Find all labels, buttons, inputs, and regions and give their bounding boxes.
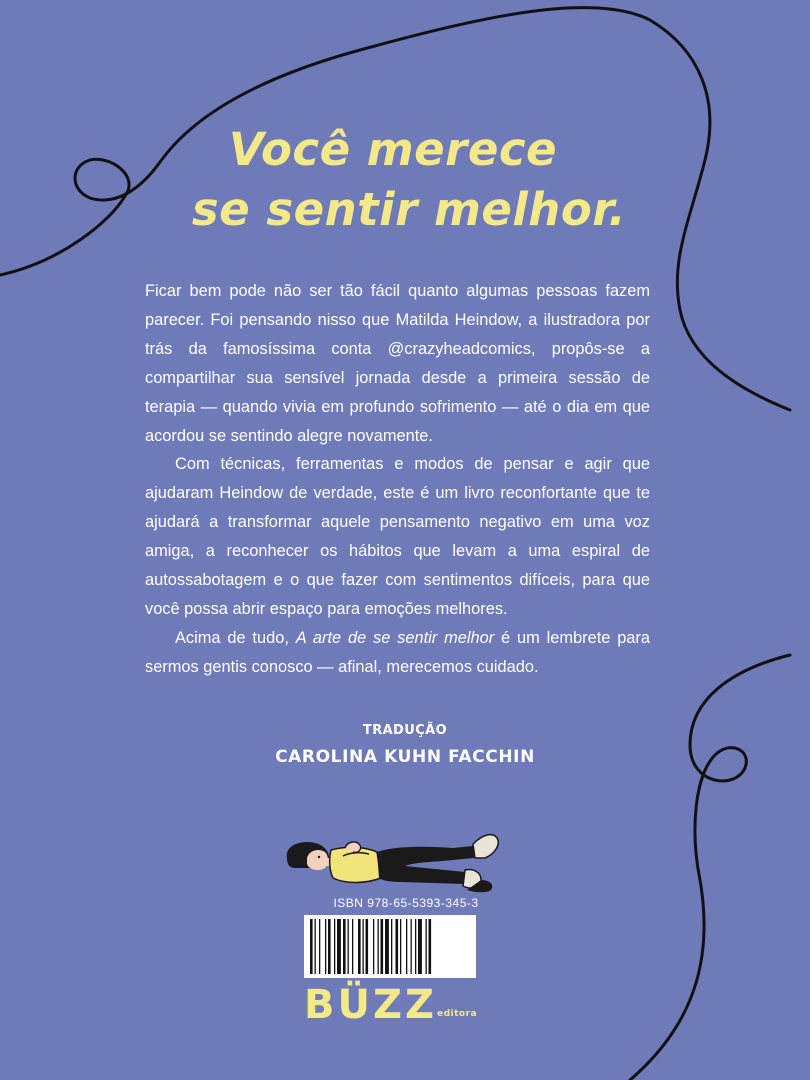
barcode-bar xyxy=(328,919,331,974)
headline-line-2: se sentir melhor. xyxy=(191,183,627,236)
translation-label: TRADUÇÃO xyxy=(362,723,448,738)
barcode-bar xyxy=(366,919,369,974)
barcode-bar xyxy=(334,919,335,974)
paragraph-3-rest: é um lembrete para sermos gentis conosco — afinal, merecemos cuidado. xyxy=(145,628,650,676)
barcode-bar xyxy=(381,919,384,974)
barcode-bar xyxy=(396,919,399,974)
bottom-swirl-curve xyxy=(630,655,790,1080)
barcode-bar xyxy=(406,919,407,974)
book-title-italic: A arte de se sentir melhor xyxy=(295,628,495,647)
barcode-bar xyxy=(400,919,401,974)
barcode-bar xyxy=(352,919,353,974)
publisher-logo xyxy=(304,982,504,1028)
barcode-bar xyxy=(415,919,416,974)
barcode-bar xyxy=(363,919,364,974)
barcode-bar xyxy=(426,919,427,974)
barcode-bar xyxy=(373,919,374,974)
barcode-bar xyxy=(429,919,432,974)
barcode-bar xyxy=(391,919,392,974)
barcode-bar xyxy=(358,919,361,974)
barcode-bar xyxy=(385,919,389,974)
barcode-bar xyxy=(315,919,316,974)
publisher-subtitle: editora xyxy=(437,1009,478,1019)
isbn-number: ISBN 978-65-5393-345-3 xyxy=(333,896,479,910)
translator-name: CAROLINA KUHN FACCHIN xyxy=(275,747,535,767)
barcode-bar xyxy=(343,919,346,974)
synopsis-paragraph-1: Ficar bem pode não ser tão fácil quanto algumas pessoas fazem parecer. Foi pensando nisso que Matilda Heindow, a ilustradora por trás da famosíssima conta @crazyheadcomics, propôs-se a compartilhar sua sensível jornada desde a primeira sessão de terapia — quando vivia em profundo sofrimento — até o dia em que acordou se sentindo alegre novamente. xyxy=(145,282,650,445)
isbn-barcode xyxy=(304,915,476,978)
barcode-bar xyxy=(319,919,320,974)
barcode-bar xyxy=(411,919,412,974)
synopsis-paragraph-2: Com técnicas, ferramentas e modos de pensar e agir que ajudaram Heindow de verdade, este é um livro reconfortante que te ajudará a transformar aquele pensamento negativo em uma voz amiga, a reconhecer os hábitos que levam a uma espiral de autossabotagem e o que fazer com sentimentos difíceis, para que você possa abrir espaço para emoções melhores. xyxy=(145,455,650,618)
lying-woman-illustration xyxy=(285,828,505,894)
barcode-bar xyxy=(310,919,313,974)
headline-line-1: Você merece xyxy=(228,123,558,176)
headline xyxy=(0,120,810,240)
barcode-bar xyxy=(378,919,379,974)
synopsis-text xyxy=(145,277,650,682)
barcode-bar xyxy=(348,919,349,974)
barcode-bar xyxy=(325,919,326,974)
publisher-name: BÜZZ xyxy=(304,982,437,1028)
synopsis-paragraph-3 xyxy=(145,624,650,682)
barcode-bar xyxy=(418,919,422,974)
paragraph-3-intro: Acima de tudo, xyxy=(175,628,296,647)
barcode-bar xyxy=(337,919,341,974)
